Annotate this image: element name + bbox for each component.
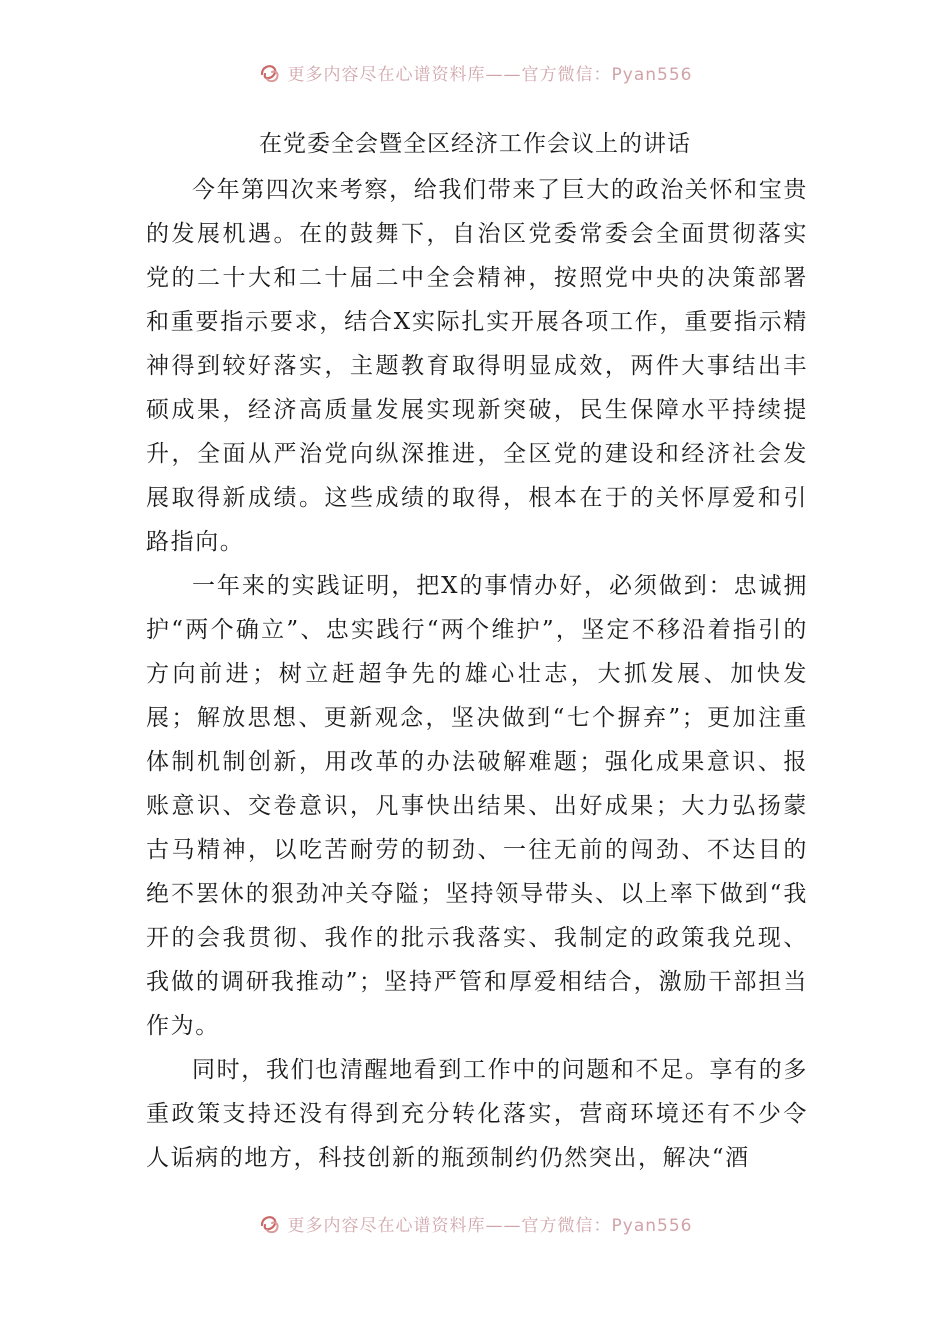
watermark-text: 更多内容尽在心谱资料库——官方微信：Pyan556 xyxy=(287,1215,693,1236)
watermark-logo-icon xyxy=(258,60,282,84)
document-title: 在党委全会暨全区经济工作会议上的讲话 xyxy=(259,131,691,157)
paragraph-2: 一年来的实践证明，把X的事情办好，必须做到：忠诚拥护“两个确立”、忠实践行“两个维护”，坚定不移沿着指引的方向前进；树立赶超争先的雄心壮志，大抓发展、加快发展；解放思想、更新观念，坚决做到“七个摒弃”；更加注重体制机制创新，用改革的办法破解难题；强化成果意识、报账意识、交卷意识，凡事快出结果、出好成果；大力弘扬蒙古马精神，以吃苦耐劳的韧劲、一往无前的闯劲、不达目的绝不罢休的狠劲冲关夺隘；坚持领导带头、以上率下做到“我开的会我贯彻、我作的批示我落实、我制定的政策我兑现、我做的调研我推动”；坚持严管和厚爱相结合，激励干部担当作为。 xyxy=(146,573,808,1039)
paragraph-3: 同时，我们也清醒地看到工作中的问题和不足。享有的多重政策支持还没有得到充分转化落实，营商环境还有不少令人诟病的地方，科技创新的瓶颈制约仍然突出，解决“酒 xyxy=(146,1057,808,1171)
paragraph-1: 今年第四次来考察，给我们带来了巨大的政治关怀和宝贵的发展机遇。在的鼓舞下，自治区党委常委会全面贯彻落实党的二十大和二十届二中全会精神，按照党中央的决策部署和重要指示要求，结合X实际扎实开展各项工作，重要指示精神得到较好落实，主题教育取得明显成效，两件大事结出丰硕成果，经济高质量发展实现新突破，民生保障水平持续提升，全面从严治党向纵深推进，全区党的建设和经济社会发展取得新成绩。这些成绩的取得，根本在于的关怀厚爱和引路指向。 xyxy=(146,177,808,555)
document-body xyxy=(146,168,808,1180)
watermark-footer xyxy=(0,1203,950,1243)
watermark-header xyxy=(0,52,950,92)
watermark-text: 更多内容尽在心谱资料库——官方微信：Pyan556 xyxy=(287,64,693,85)
watermark-logo-icon xyxy=(258,1211,282,1235)
